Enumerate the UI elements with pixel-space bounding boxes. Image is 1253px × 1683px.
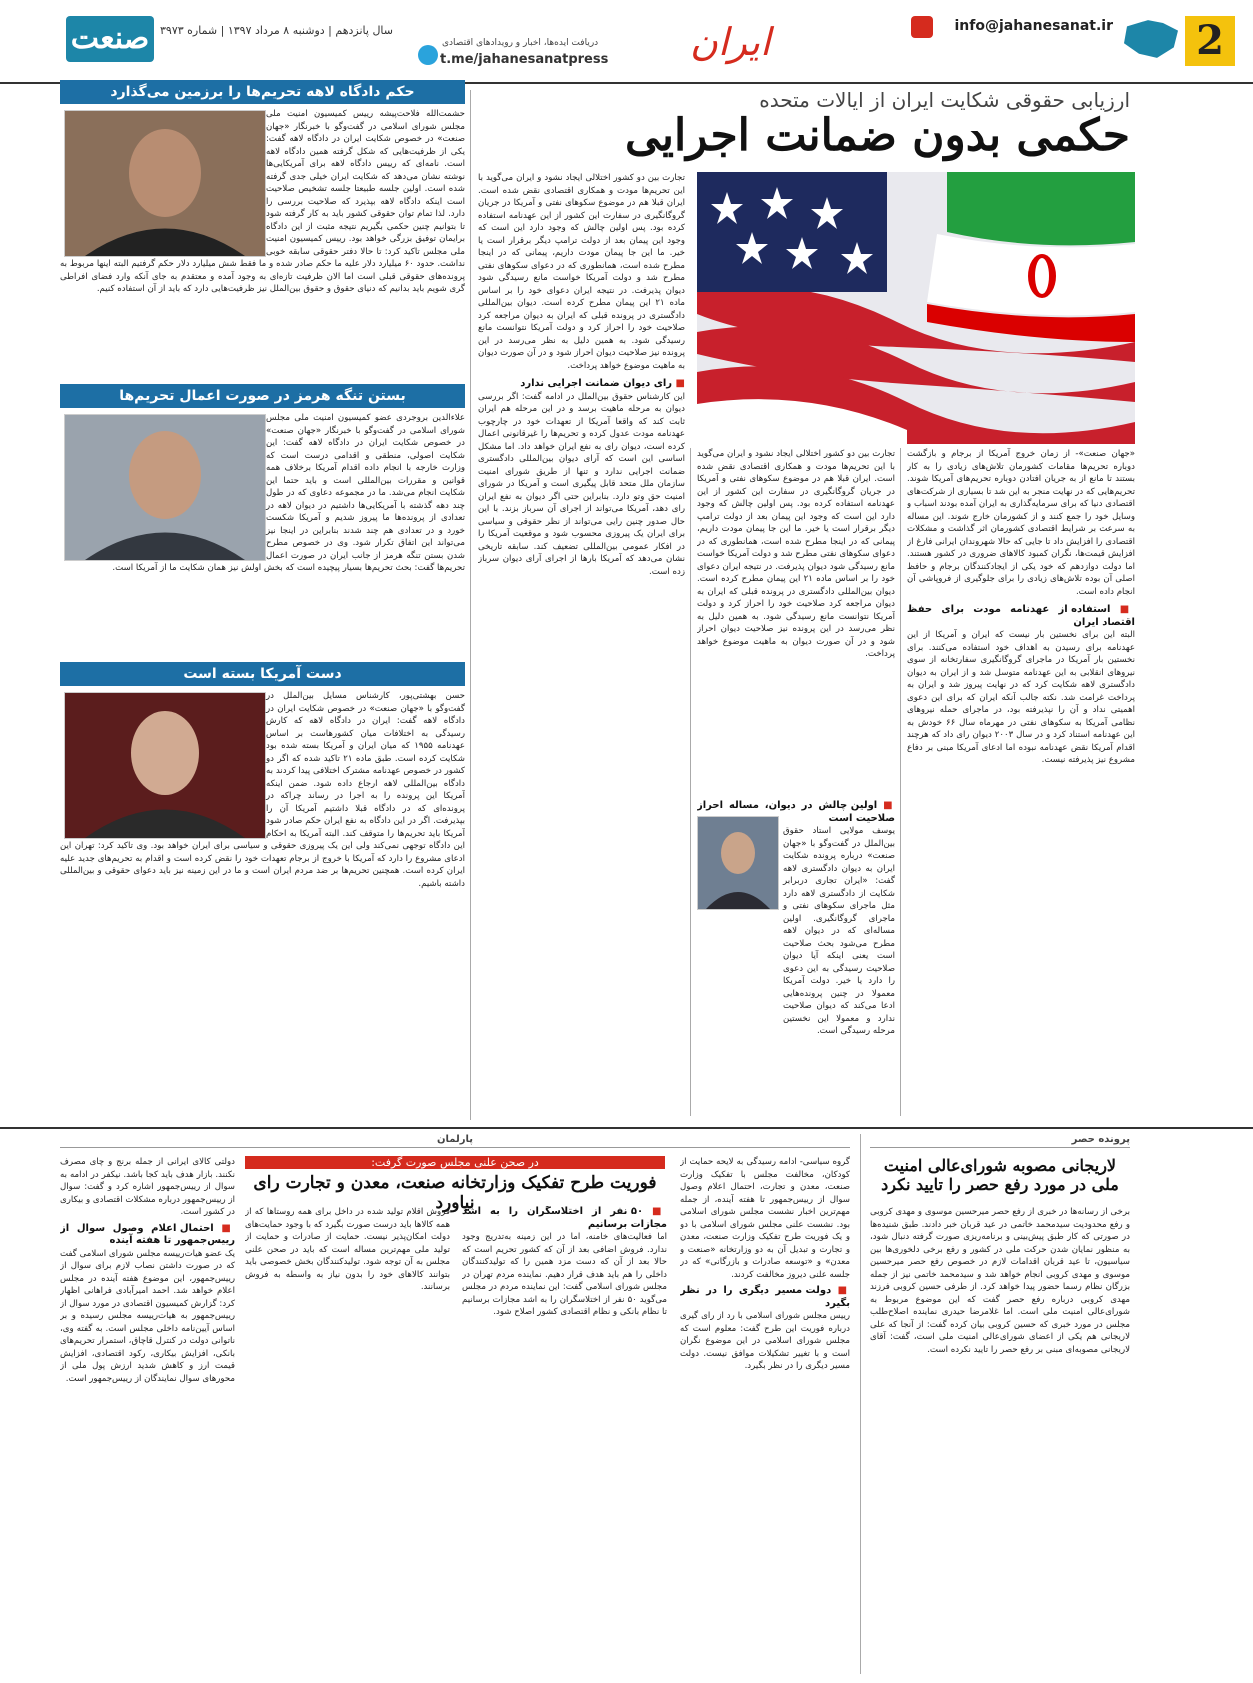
parliament-column-3: فروش اقلام تولید شده در داخل برای همه روستاها که از همه کالاها باید درست صورت بگیرد که با وجود حمایت‌های دولت امکان‌پذیر نیست. حمایت از صادرات و حمایت از تولید ملی مهم‌ترین مساله است که باید در صحن علنی مجلس به آن توجه شود. تولیدکنندگان بخش خصوصی باید بتوانند کالاهای خود را بدون نیاز به واسطه به فروش برسانند. bbox=[245, 1207, 450, 1292]
telegram-link[interactable]: t.me/jahanesanatpress bbox=[440, 52, 609, 67]
article-paragraph: البته این برای نخستین بار نیست که ایران و آمریکا از این عهدنامه برای رسیدن به اهداف خود استفاده می‌کنند. برای نخستین بار آمریکا در ماجرای گروگانگیری سفارتخانه از سوی نیروهای انقلابی به این عهدنامه متوسل شد و از ایران به دیوان دادگستری لاهه شکایت کرد که در نهایت پیروز شد و ایران به پرداخت غرامت شد. نکته جالب آنکه ایران که برای این دعوی اهمیتی نداد و آن را نپذیرفته بود، در ماجرای حمله نیروهای نظامی آمریکا به سکوهای نفتی در مهرماه سال ۶۶ خودش به این عهدنامه استناد کرد و در سال ۲۰۰۳ دیوان رای داد که هرچند اقدام آمریکا نقض عهدنامه نبوده اما ادعای آمریکا مبنی بر دفاع مشروع نیز پذیرفته نیست. bbox=[907, 630, 1135, 765]
sidebar-box3-text bbox=[60, 690, 465, 1120]
sidebar-paragraph: حسن بهشتی‌پور، کارشناس مسایل بین‌الملل در گفت‌وگو با «جهان صنعت» در خصوص شکایت ایران در دادگاه لاهه گفت: ایران در دادگاه لاهه که کارش رسیدگی به اختلافات میان کشورهاست بر اساس عهدنامه ۱۹۵۵ که میان ایران و آمریکا بسته شده بود شکایت کرده است. طبق ماده ۲۱ تاکید شده که اگر دو کشور در خصوص عهدنامه مشترک اختلافی پیدا کردند به دادگاه بین‌المللی لاهه ارجاع داده شود. ضمن اینکه آمریکا این پرونده را به اجرا در رساند چراکه در پرونده‌ای که در دادگاه قبلا داشتیم آمریکا آن را بپذیرفت. اگر در این دادگاه به نفع ایران حکم صادر شود آمریکا باید تحریم‌ها را متوقف کند. البته آمریکا به احکام این دادگاه توجهی نمی‌کند ولی این یک پیروزی حقوقی و سیاسی برای ایران خواهد بود. وی تاکید کرد: تهران این ادعای مشروع را دارد که آمریکا با خروج از برجام تعهدات خود را نقض کرده است و اقدام به تحریم‌های جدید علیه ایران کرده است. همچنین تحریم‌ها بر ضد مردم ایران است و ما در این زمینه نیز باید دعوای حقوقی و بین‌المللی داشته باشیم. bbox=[60, 691, 465, 889]
bottom-subhead: ■ احتمال اعلام وصول سوال از رییس‌جمهور تا هفته آینده bbox=[60, 1223, 235, 1248]
sidebar-box-title: بستن تنگه هرمز در صورت اعمال تحریم‌ها bbox=[60, 384, 465, 408]
sidebar-paragraph: علاءالدین بروجردی عضو کمیسیون امنیت ملی مجلس شورای اسلامی در گفت‌وگو با خبرنگار «جهان صنعت» در خصوص شکایت ایران در دادگاه لاهه گفت: این شکایت اصولی، منطقی و اقدامی درست است که وزارت خارجه با انجام داده اقدام آمریکا برخلاف همه قوانین و مقررات بین‌المللی است و باید حتما این شکایت انجام می‌شد. ما در مجموعه دعاوی که در طول چند دهه گذشته با آمریکایی‌ها داشتیم در دیوان لاهه در تعدادی از پرونده‌ها ما پیروز شدیم و آمریکا شکست خورد و در تعدادی هم چند شدند بنابراین در اینجا نیز می‌تواند این اتفاق تکرار شود. وی در خصوص مطرح شدن بستن تنگه هرمز از جانب ایران در صورت اعمال تحریم‌ها گفت: بحث تحریم‌ها بسیار پیچیده است که بخش اولش نیز همان شکایت ما از آمریکا است. bbox=[112, 413, 465, 573]
bottom-subhead: ■ دولت مسیر دیگری را در نظر بگیرد bbox=[680, 1285, 850, 1310]
article-paragraph: یوسف مولایی استاد حقوق بین‌الملل در گفت‌وگو با «جهان صنعت» درباره پرونده شکایت ایران به دیوان دادگستری لاهه گفت: «ایران تجاری دربرابر شکایت از دادگستری لاهه دارد مثل ماجرای سکوهای نفتی و ماجرای گروگانگیری. اولین مساله‌ای که در دیوان لاهه مطرح می‌شود بحث صلاحیت است یعنی اینکه آیا دیوان صلاحیت رسیدگی به این دعوی را دارد یا خیر. دولت آمریکا معمولا در چنین پرونده‌هایی ادعا می‌کند که دیوان صلاحیت ندارد و معمولا این نخستین مرحله رسیدگی است. bbox=[783, 826, 895, 1036]
bottom-section-label: پارلمان bbox=[60, 1134, 850, 1148]
article-subhead: ■ رای دیوان ضمانت اجرایی ندارد bbox=[478, 378, 685, 391]
article-kicker: ارزیابی حقوقی شکایت ایران از ایالات متحده bbox=[759, 88, 1130, 112]
column-divider bbox=[860, 1134, 861, 1674]
bottom-paragraph: دولتی کالای ایرانی از جمله برنج و چای مصرف نکنند. بازار هدف باید کجا باشد. نیکفر در ادامه به سوال از رییس‌جمهور اشاره کرد و گفت: سوال از رییس‌جمهور درباره مشکلات اقتصادی و بیکاری در کشور است. bbox=[60, 1157, 235, 1217]
article-lead-paragraph: «جهان صنعت»- از زمان خروج آمریکا از برجام و بازگشت دوباره تحریم‌ها مقامات کشورمان تلاش‌های زیادی را به کار بستند تا مانع از به جریان افتادن دوباره تحریم‌های آمریکا شوند. تحریم‌هایی که در نهایت منجر به این شد تا بسیاری از شرکت‌های اقتصادی دنیا که برای سرمایه‌گذاری به ایران آمده بودند اسباب و وسایل خود را جمع کنند و از کشورمان خارج شوند. این مساله به سرعت بر شرایط اقتصادی کشورمان اثر گذاشت و مشکلات اقتصادی را افزایش داد تا جایی که حالا شهروندان ایرانی فارغ از افزایش قیمت‌ها، نگران کمبود کالاهای ضروری در کشور هستند. اما دولت دوازدهم که خود یکی از ایجادکنندگان برجام و حافظ اصلی آن بوده تلاش‌های زیادی را برای جلوگیری از فروپاشی آن انجام داده است. bbox=[907, 449, 1135, 597]
article-headline: حکمی بدون ضمانت اجرایی bbox=[625, 110, 1130, 161]
bottom-headline: فوریت طرح تفکیک وزارتخانه صنعت، معدن و تجارت رای نیاورد bbox=[253, 1173, 657, 1213]
us-iran-flags-graphic bbox=[697, 172, 1135, 444]
article-column-2 bbox=[697, 448, 895, 798]
sidebar-box1-text bbox=[60, 108, 465, 376]
sidebar-paragraph: حشمت‌الله فلاحت‌پیشه رییس کمیسیون امنیت ملی مجلس شورای اسلامی در گفت‌وگو با خبرنگار «جهان صنعت» در خصوص شکایت ایران در دادگاه لاهه گفت: یکی از ظرفیت‌هایی که شکل گرفته همین دادگاه لاهه است. نامه‌ای که رییس دادگاه لاهه برای آمریکایی‌ها نوشته نشان می‌دهد که شکایت ایران خیلی جدی گرفته شده است. اولین جلسه طبیعتا جلسه تشخیص صلاحیت است اینکه دادگاه لاهه بپذیرد که صلاحیت بررسی را دارد. لذا تمام توان حقوقی کشور باید به کار گرفته شود تا بتوانیم چنین حکمی بگیریم نتیجه مثبت از این دادگاه برایمان توفیق بزرگی خواهد بود. رییس کمیسیون امنیت ملی مجلس تاکید کرد: تا حالا دفتر حقوقی سابقه خوبی نداشت. حدود ۶۰ میلیارد دلار علیه ما حکم صادر شده و ما فقط شش میلیارد دلار حکم گرفتیم البته اینها مربوط به پرونده‌های حقوقی قبلی است اما الان ظرفیت تازه‌ای به وجود آمده و معتقدم به جای آنکه وارد فضای افراطی گری شویم باید بدانیم که دنیای حقوق و حقوق بین‌الملل نیز ظرفیت‌هایی دارد که باید از آن استفاده کنیم. bbox=[60, 109, 465, 294]
person-photo-icon bbox=[698, 817, 778, 909]
bottom-paragraph: اما فعالیت‌های خامنه، اما در این زمینه به‌تدریج وجود ندارد. فروش اضافی بعد از آن که کشور تحریم است که حالا بعد از آن که دست مزد همین را که تولیدکنندگان داخلی را هم باید هدف قرار دهیم. نماینده مردم تهران در مجلس شورای اسلامی گفت: این نماینده مردم در مجلس می‌گوید ۵۰ نفر از اختلاسگران را به اشد مجازات برسانیم تا نظام بانکی و نظام اقتصادی کشور اصلاح شود. bbox=[462, 1232, 667, 1317]
molaei-portrait bbox=[697, 816, 779, 910]
bottom-paragraph: گروه سیاسی- ادامه رسیدگی به لایحه حمایت از کودکان، مخالفت مجلس با تفکیک وزارت صنعت، معدن و تجارت، احتمال اعلام وصول سوال از رییس‌جمهور تا هفته آینده، از جمله مهم‌ترین اخبار نشست مجلس شورای اسلامی بود. نشست علنی مجلس شورای اسلامی با دو و یک فوریت طرح تفکیک وزارت صنعت، معدن و تجارت و تبدیل آن به دو وزارتخانه «صنعت و معدن» و «توسعه صادرات و بازرگانی» که در جلسه علنی دیروز مخالفت کردند. bbox=[680, 1157, 850, 1280]
telegram-icon bbox=[418, 45, 438, 65]
iran-map-icon bbox=[1121, 18, 1181, 60]
article-column-3 bbox=[478, 172, 685, 1116]
article-paragraph: تجارت بین دو کشور اختلالی ایجاد نشود و ایران می‌گوید با این تحریم‌ها مودت و همکاری اقتصادی نقض شده است. ایران قبلا هم در موضوع سکوهای نفتی و آمریکا در جریان گروگانگیری در سفارت این کشور از این عهدنامه استفاده کرده بود. پس اولین چالش که وجود دارد این است که وجود این پیمان بعد از دولت ترامپ دیگر برقرار است یا خیر. ما این جا پیمان مودت داریم، پیمانی که در اینجا مطرح شده است، همانطوری که در دعوای سکوهای نفتی مطرح شد و دولت آمریکا خواست مانع رسیدگی شود دیوان پذیرفت. در نتیجه ایران دعوای خود را بر اساس ماده ۲۱ این پیمان مطرح کرده است. دیوان بین‌المللی دادگستری در پرونده قبلی که ایران به دیوان مراجعه کرد صلاحیت خود را احراز کرد و دولت آمریکا نتوانست مانع رسیدگی شود. به همین دلیل به نظر می‌رسد در این پرونده نیز صلاحیت دیوان احراز شود و در آن صورت دیوان به ماهیت موضوع خواهد پرداخت. bbox=[697, 449, 895, 659]
article-column-2-lower bbox=[697, 800, 895, 1116]
page-header bbox=[0, 0, 1253, 84]
parliament-column-2 bbox=[462, 1206, 667, 1674]
newspaper-logo: صنعت bbox=[66, 16, 154, 62]
column-divider bbox=[470, 90, 471, 1120]
parliament-column-1 bbox=[680, 1156, 850, 1674]
bottom-paragraph: رییس مجلس شورای اسلامی با رد از رای گیری درباره فوریت این طرح گفت: معلوم است که مجلس شورای اسلامی در این موضوع نگران است و با تغییر تشکیلات موافق نیست. دولت مسیر دیگری را در نظر بگیرد. bbox=[680, 1311, 850, 1371]
sidebar-box2-text bbox=[60, 412, 465, 648]
email-link[interactable]: info@jahanesanat.ir bbox=[954, 18, 1113, 34]
article-paragraph: تجارت بین دو کشور اختلالی ایجاد نشود و ایران می‌گوید با این تحریم‌ها مودت و همکاری اقتصادی نقض شده است. ایران قبلا هم در موضوع سکوهای نفتی و آمریکا در جریان گروگانگیری در سفارت این کشور از این عهدنامه استفاده کرده بود. پس اولین چالش که وجود دارد این است که وجود این پیمان بعد از دولت ترامپ دیگر برقرار است یا خیر. ما این جا پیمان مودت داریم، پیمانی که در اینجا مطرح شده است، همانطوری که در دعوای سکوهای نفتی مطرح شد و دولت آمریکا خواست مانع رسیدگی شود دیوان پذیرفت. در نتیجه ایران دعوای خود را بر اساس ماده ۲۱ این پیمان مطرح کرده است. دیوان بین‌المللی دادگستری در پرونده قبلی که ایران به دیوان مراجعه کرد صلاحیت خود را احراز کرد و دولت آمریکا نتوانست مانع رسیدگی شود. به همین دلیل به نظر می‌رسد در این پرونده نیز صلاحیت دیوان احراز شود و در آن صورت دیوان به ماهیت موضوع خواهد پرداخت. bbox=[478, 173, 685, 371]
sidebar-box-title: دست آمریکا بسته است bbox=[60, 662, 465, 686]
telegram-note: دریافت ایده‌ها، اخبار و رویدادهای اقتصادی bbox=[442, 38, 599, 48]
article-column-1 bbox=[907, 448, 1135, 1116]
bottom-subhead: ■ ۵۰ نفر از اختلاسگران را به اشد مجازات برسانیم bbox=[462, 1206, 667, 1231]
article-subhead: ■ اولین چالش در دیوان، مساله احراز صلاحیت است bbox=[697, 800, 895, 825]
page-number: 2 bbox=[1185, 16, 1235, 66]
article-paragraph: این کارشناس حقوق بین‌الملل در ادامه گفت: اگر بررسی دیوان به مرحله ماهیت برسد و در این مرحله هم ایران ثابت کند که واقعا آمریکا از تعهدات خود در چارچوب عهدنامه مودت عدول کرده و تحریم‌ها را غیرقانونی اعمال کرده است، دیوان رای به نفع ایران خواهد داد. اما مشکل اساسی این است که آرای دیوان بین‌المللی دادگستری ضمانت اجرایی ندارد و تنها از طریق شورای امنیت سازمان ملل متحد قابل پیگیری است و آمریکا در شورای امنیت حق وتو دارد. بنابراین حتی اگر دیوان به نفع ایران رای دهد، آمریکا می‌تواند از اجرای آن سرباز بزند. با این حال صدور چنین رایی می‌تواند از نظر حقوقی و سیاسی برای ایران یک پیروزی محسوب شود و موقعیت آمریکا را در افکار عمومی بین‌المللی تضعیف کند. سابقه تاریخی نشان می‌دهد که آمریکا بارها از اجرای آرای دیوان سرباز زده است. bbox=[478, 391, 685, 577]
section-divider bbox=[0, 1127, 1253, 1129]
issue-info: سال پانزدهم | دوشنبه ۸ مرداد ۱۳۹۷ | شماره ۳۹۷۳ bbox=[160, 24, 393, 37]
column-divider bbox=[900, 448, 901, 1116]
sidebar-box-title: حکم دادگاه لاهه تحریم‌ها را برزمین می‌گذارد bbox=[60, 80, 465, 104]
bottom-kicker: در صحن علنی مجلس صورت گرفت: bbox=[245, 1156, 665, 1169]
parliament-column-4 bbox=[60, 1156, 235, 1674]
section-title: ایران bbox=[690, 20, 771, 64]
column-divider bbox=[690, 448, 691, 1116]
bottom-headline: لاریجانی مصوبه شورای‌عالی امنیت ملی در مورد رفع حصر را تایید نکرد bbox=[881, 1156, 1119, 1194]
bottom-section-label: پرونده حصر bbox=[870, 1134, 1130, 1148]
flags-photo bbox=[697, 172, 1135, 444]
article-subhead: ■ استفاده از عهدنامه مودت برای حفظ اقتصاد ایران bbox=[907, 604, 1135, 629]
mail-icon bbox=[911, 16, 933, 38]
bottom-paragraph: یک عضو هیات‌رییسه مجلس شورای اسلامی گفت که در صورت داشتن نصاب لازم برای سوال از رییس‌جمهور، این موضوع هفته آینده در مجلس اعلام خواهد شد. احمد امیرآبادی فراهانی اظهار کرد: گزارش کمیسیون اقتصادی در مورد سوال از رییس‌جمهور به هیات‌رییسه مجلس رسیده و بر اساس آیین‌نامه داخلی مجلس است. به گفته وی، ناتوانی دولت در کنترل قاچاق، استمرار تحریم‌های بانکی، افزایش بیکاری، رکود اقتصادی، افزایش قیمت ارز و کاهش شدید ارزش پول ملی از محورهای سوال نمایندگان از رییس‌جمهور است. bbox=[60, 1248, 235, 1384]
bottom-article-text: برخی از رسانه‌ها در خبری از رفع حصر میرحسین موسوی و مهدی کروبی و رفع محدودیت سیدمحمد خاتمی در عید قربان خبر دادند. طبق شنیده‌ها در صورتی که کار طبق پیش‌بینی و برنامه‌ریزی صورت گرفته دنبال شود، به منظور نمایان شدن حرکت ملی در کشور و رفع برخی دلخوری‌ها بین سیاسیون، تا عید قربان اقدامات لازم در خصوص رفع حصر میرحسین موسوی و مهدی کروبی انجام خواهد شد و سیدمحمد خاتمی نیز از جمله بزرگان نظام رسما حضور پیدا خواهد کرد. از طرفی حسین کروبی فرزند مهدی کروبی درباره رفع حصر گفت که این موضوع مربوط به شورای‌عالی امنیت ملی است. اما غلامرضا حیدری نماینده اصلاح‌طلب مجلس در مورد خبری که حسین کروبی بیان کرده گفت: از آنجا که علی لاریجانی هم یکی از اعضای شورای‌عالی امنیت ملی است، گفت: آقای لاریجانی مصوبه‌ای مبنی بر رفع حصر را تایید نکرده است. bbox=[870, 1207, 1130, 1355]
